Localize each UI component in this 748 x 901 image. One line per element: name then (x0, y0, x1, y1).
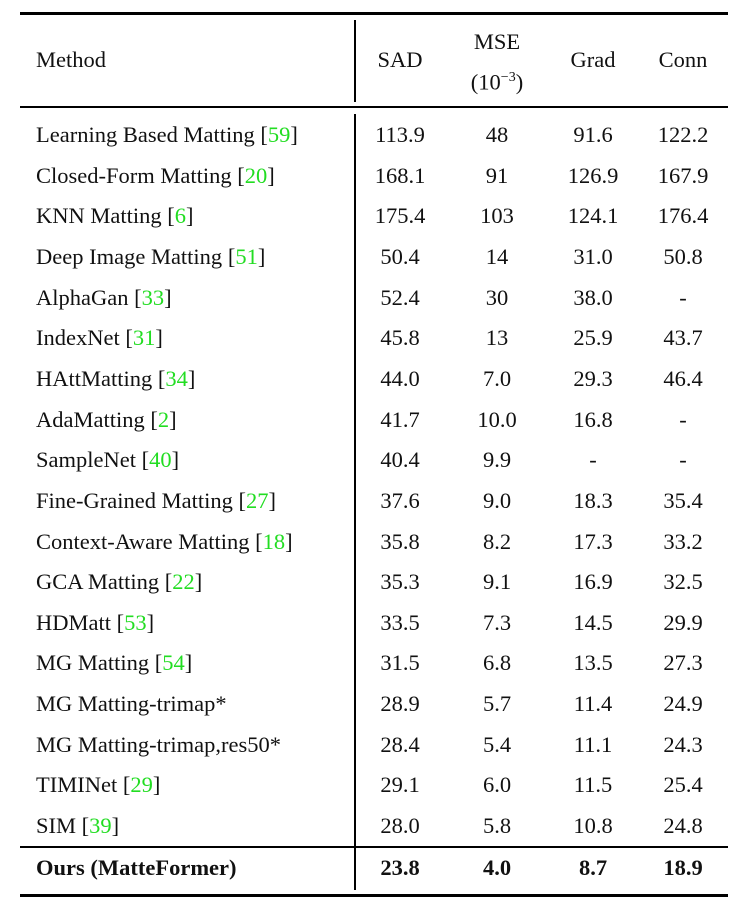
row-grad: 91.6 (573, 122, 613, 147)
row-mse: 10.0 (477, 406, 517, 432)
citation-bracket: ] (285, 528, 293, 554)
ours-sad: 23.8 (380, 855, 420, 880)
row-method (36, 772, 160, 798)
citation-bracket: [ (119, 325, 133, 351)
citation-bracket: ] (152, 772, 161, 798)
row-conn: 167.9 (657, 162, 709, 188)
row-grad: 16.8 (573, 406, 613, 432)
row-mse: 5.4 (482, 731, 512, 757)
mse-unit-close: ) (515, 69, 524, 95)
row-sad: 28.0 (380, 813, 420, 839)
citation-link[interactable]: 39 (89, 813, 112, 839)
row-method (36, 325, 163, 351)
method-name: MG Matting (36, 650, 150, 676)
row-conn: 176.4 (657, 203, 709, 229)
citation-bracket: ] (194, 569, 203, 595)
row-method (36, 122, 298, 148)
citation-bracket: [ (222, 243, 236, 269)
method-name: Closed-Form Matting (36, 162, 232, 188)
row-mse: 9.0 (482, 487, 512, 513)
citation-link[interactable]: 54 (162, 650, 185, 676)
row-conn: 46.4 (663, 365, 703, 391)
citation-link[interactable]: 2 (157, 406, 170, 432)
method-name: Deep Image Matting (36, 243, 223, 269)
row-mse: 6.8 (482, 650, 512, 676)
citation-link[interactable]: 18 (262, 528, 286, 554)
row-method (36, 732, 281, 758)
method-name: MG Matting-trimap,res50* (36, 731, 281, 757)
header-grad: Grad (570, 47, 616, 72)
row-conn: 122.2 (657, 122, 709, 147)
row-sad: 35.8 (380, 528, 420, 554)
row-grad: 126.9 (567, 162, 619, 188)
row-method (36, 529, 293, 555)
row-mse: 14 (485, 243, 509, 269)
method-name: Fine-Grained Matting (36, 487, 233, 513)
row-sad: 44.0 (380, 365, 420, 391)
row-mse: 9.9 (482, 447, 512, 473)
row-conn: 27.3 (663, 650, 703, 676)
row-mse: 6.0 (482, 772, 512, 798)
row-method (36, 163, 275, 189)
row-conn: 24.3 (663, 731, 703, 757)
method-name: HAttMatting (36, 365, 153, 391)
row-sad: 35.3 (380, 569, 420, 595)
row-mse: 9.1 (482, 569, 512, 595)
citation-bracket: [ (135, 447, 150, 473)
citation-bracket: ] (164, 284, 172, 310)
row-mse: 91 (485, 162, 509, 188)
row-sad: 31.5 (380, 650, 420, 676)
citation-link[interactable]: 33 (141, 284, 165, 310)
row-mse: 7.0 (482, 365, 512, 391)
citation-link[interactable]: 31 (132, 325, 156, 351)
row-grad: 13.5 (573, 650, 613, 676)
row-sad: 28.9 (380, 691, 420, 717)
row-method (36, 488, 276, 514)
citation-bracket: [ (76, 813, 90, 839)
row-conn: 43.7 (663, 325, 703, 351)
citation-link[interactable]: 59 (267, 122, 291, 147)
citation-bracket: ] (187, 365, 196, 391)
ours-conn: 18.9 (663, 855, 703, 880)
row-sad: 40.4 (380, 447, 420, 473)
ours-mse: 4.0 (482, 855, 512, 880)
method-name: Context-Aware Matting (36, 528, 250, 554)
row-conn: 35.4 (663, 487, 703, 513)
row-conn: 25.4 (663, 772, 703, 798)
row-conn: 32.5 (663, 569, 703, 595)
row-conn: - (679, 284, 687, 310)
method-name: KNN Matting (36, 203, 162, 229)
citation-link[interactable]: 53 (124, 609, 147, 635)
row-conn: 33.2 (663, 528, 703, 554)
citation-link[interactable]: 29 (130, 772, 153, 798)
ours-grad: 8.7 (578, 855, 608, 880)
method-name: GCA Matting (36, 569, 160, 595)
row-conn: 50.8 (663, 243, 703, 269)
citation-link[interactable]: 51 (235, 243, 258, 269)
citation-link[interactable]: 34 (165, 365, 188, 391)
row-mse: 5.8 (482, 813, 512, 839)
row-conn: 24.8 (663, 813, 703, 839)
method-name: AdaMatting (36, 406, 145, 432)
ours-rule (20, 846, 728, 848)
citation-link[interactable]: 20 (244, 162, 268, 188)
citation-bracket: ] (268, 487, 276, 513)
row-mse: 103 (480, 203, 514, 229)
row-sad: 168.1 (374, 162, 426, 188)
row-method (36, 691, 227, 717)
row-conn: 24.9 (663, 691, 703, 717)
citation-bracket: [ (159, 569, 173, 595)
header-sad: SAD (377, 47, 423, 72)
citation-bracket: [ (128, 284, 142, 310)
row-mse: 7.3 (482, 609, 512, 635)
row-mse: 48 (485, 122, 509, 147)
row-grad: 124.1 (567, 203, 619, 229)
method-name: TIMINet (36, 772, 118, 798)
citation-bracket: ] (111, 813, 120, 839)
method-name: HDMatt (36, 609, 111, 635)
header-mse-unit (471, 65, 523, 96)
row-method (36, 610, 154, 636)
row-conn: - (679, 406, 687, 432)
mse-unit-open: (10 (470, 69, 501, 95)
row-grad: 18.3 (573, 487, 613, 513)
citation-bracket: [ (144, 406, 158, 432)
citation-bracket: ] (155, 325, 163, 351)
citation-bracket: [ (111, 609, 125, 635)
citation-bracket: ] (169, 406, 177, 432)
header-mse: MSE (473, 29, 521, 54)
header-conn: Conn (658, 47, 708, 72)
row-grad: 17.3 (573, 528, 613, 554)
row-mse: 5.7 (482, 691, 512, 717)
method-name: MG Matting-trimap* (36, 691, 227, 717)
row-sad: 45.8 (380, 325, 420, 351)
row-sad: 29.1 (380, 772, 420, 798)
citation-bracket: ] (184, 650, 193, 676)
row-grad: - (589, 447, 597, 473)
citation-bracket: ] (171, 447, 180, 473)
citation-bracket: [ (149, 650, 163, 676)
citation-bracket: ] (146, 609, 155, 635)
method-name: SampleNet (36, 447, 136, 473)
citation-link[interactable]: 40 (149, 447, 172, 473)
header-column-divider (354, 20, 356, 102)
citation-bracket: ] (186, 203, 194, 229)
method-name: IndexNet (36, 325, 120, 351)
row-sad: 28.4 (380, 731, 420, 757)
row-method (36, 650, 192, 676)
row-mse: 8.2 (482, 528, 512, 554)
row-grad: 11.5 (573, 772, 613, 798)
mse-unit-exponent: −3 (500, 69, 516, 85)
row-sad: 175.4 (374, 203, 426, 229)
row-grad: 14.5 (573, 609, 613, 635)
row-grad: 16.9 (573, 569, 613, 595)
row-sad: 33.5 (380, 609, 420, 635)
method-name: Learning Based Matting (36, 122, 255, 147)
row-method (36, 285, 172, 311)
row-sad: 52.4 (380, 284, 420, 310)
method-name: AlphaGan (36, 284, 129, 310)
citation-link[interactable]: 6 (174, 203, 186, 229)
row-conn: 29.9 (663, 609, 703, 635)
row-method (36, 244, 265, 270)
ours-method: Ours (MatteFormer) (36, 855, 237, 880)
row-conn: - (679, 447, 687, 473)
method-name: SIM (36, 813, 77, 839)
row-sad: 113.9 (375, 122, 425, 147)
citation-bracket: [ (231, 162, 245, 188)
citation-bracket: [ (117, 772, 131, 798)
row-grad: 11.4 (573, 691, 613, 717)
ours-column-divider (354, 848, 356, 890)
row-mse: 30 (485, 284, 509, 310)
citation-bracket: [ (161, 203, 175, 229)
citation-link[interactable]: 22 (172, 569, 195, 595)
row-method (36, 407, 177, 433)
row-sad: 41.7 (380, 406, 420, 432)
citation-bracket: [ (152, 365, 166, 391)
top-rule (20, 12, 728, 15)
citation-link[interactable]: 27 (245, 487, 269, 513)
row-method (36, 813, 119, 839)
header-rule (20, 106, 728, 108)
row-grad: 25.9 (573, 325, 613, 351)
header-method: Method (36, 47, 106, 72)
bottom-rule (20, 894, 728, 897)
row-method (36, 569, 202, 595)
row-method (36, 447, 179, 473)
row-grad: 38.0 (573, 284, 613, 310)
row-method (36, 366, 195, 392)
citation-bracket: [ (254, 122, 268, 147)
row-mse: 13 (485, 325, 509, 351)
body-column-divider (354, 114, 356, 846)
citation-bracket: ] (257, 243, 266, 269)
citation-bracket: [ (249, 528, 263, 554)
row-sad: 37.6 (380, 487, 420, 513)
citation-bracket: ] (267, 162, 275, 188)
row-sad: 50.4 (380, 243, 420, 269)
citation-bracket: [ (232, 487, 246, 513)
row-method (36, 203, 194, 229)
row-grad: 11.1 (573, 731, 613, 757)
row-grad: 29.3 (573, 365, 613, 391)
row-grad: 10.8 (573, 813, 613, 839)
citation-bracket: ] (290, 122, 298, 147)
row-grad: 31.0 (573, 243, 613, 269)
